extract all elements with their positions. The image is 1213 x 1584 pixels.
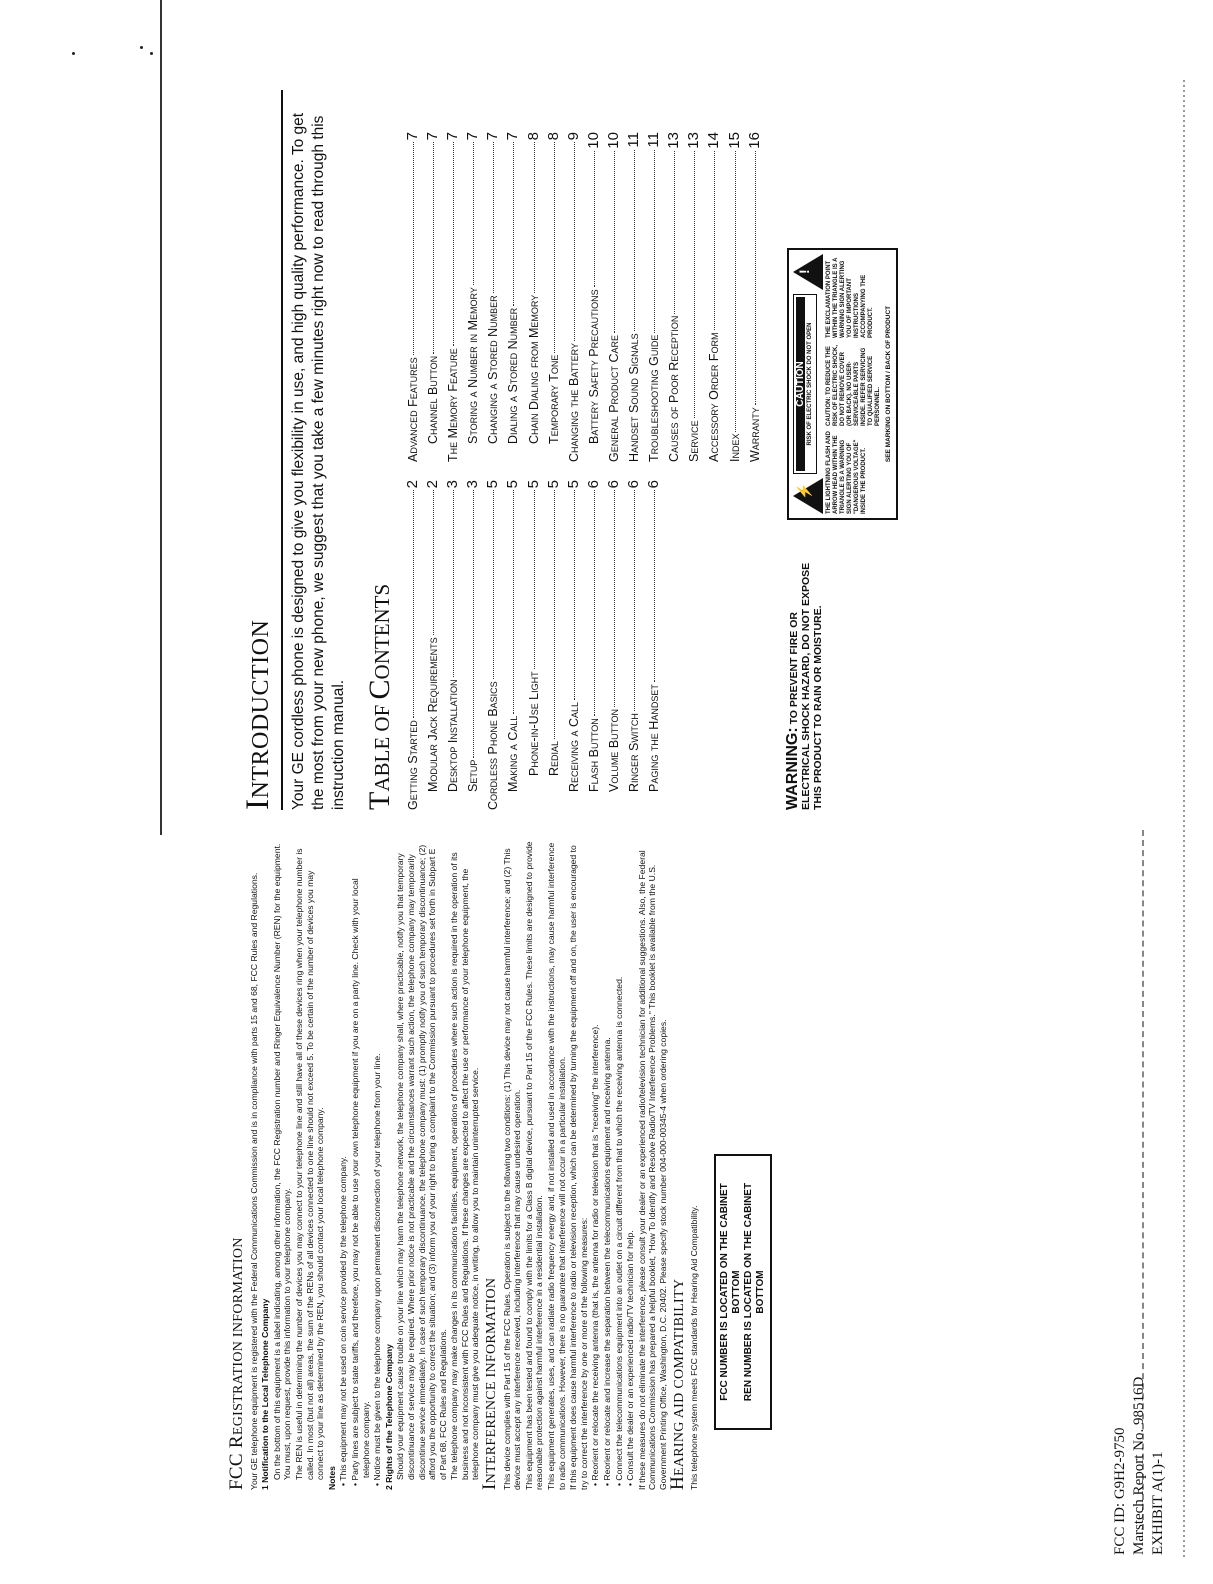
introduction-heading: INTRODUCTION: [240, 90, 283, 810]
toc-entry-page: 10: [604, 132, 622, 149]
toc-entry: [604, 132, 624, 462]
fcc-information-page: [228, 840, 772, 1490]
toc-leader-dots: [654, 150, 655, 333]
toc-entry-page: 5: [524, 480, 542, 489]
toc-entry-page: 5: [544, 480, 562, 489]
report-number: Marstech Report No. 98516D: [1131, 1376, 1147, 1555]
toc-leader-dots: [594, 490, 595, 716]
hearing-aid-text: This telephone system meets FCC standards for Hearing Aid Compatibility.: [689, 1205, 700, 1490]
notes-heading: Notes: [326, 1466, 337, 1490]
toc-leader-dots: [413, 490, 414, 718]
toc-leader-dots: [614, 151, 615, 333]
toc-leader-dots: [714, 151, 715, 331]
toc-entry: [403, 132, 423, 462]
toc-leader-dots: [493, 490, 494, 679]
toc-entry-title: Ringer Switch: [627, 713, 642, 792]
rights-paragraph: Should your equipment cause trouble on your line which may harm the telephone network, the telephone company shall, where practicable, notify you that temporary discontinuance of service may be required. Where prior notice is not practicable and the circumstances warrant such action, the telephone company may temporarily discontinue service immediately. In case of such temporary discontinuance, the telephone company must: (1) promptly notify you of such temporary discontinuance; (2) afford you the opportunity to correct the situation; and (3) inform you of your right to bring a complaint to the Commission pursuant to procedures set forth in Subpart E of Part 68, FCC Rules and Regulations.: [395, 844, 448, 1480]
toc-entry-title: Changing a Stored Number: [486, 295, 501, 444]
measure-item: • Reorient or relocate and increase the separation between the telecommunications equipment and receiving antenna.: [602, 1037, 612, 1486]
toc-column-right: [403, 132, 765, 462]
rotated-manual-spread: [0, 50, 1213, 1550]
toc-entry-title: Dialing a Stored Number: [506, 307, 521, 444]
rights-heading: 2 Rights of the Telephone Company: [383, 1344, 394, 1490]
toc-leader-dots: [433, 490, 434, 635]
toc-entry: [684, 132, 704, 462]
toc-entry-title: Changing the Battery: [566, 343, 581, 462]
note-item: • This equipment may not be used on coin service provided by the telephone company.: [338, 1156, 349, 1486]
toc-leader-dots: [453, 490, 454, 677]
toc-leader-dots: [694, 151, 695, 419]
toc-leader-dots: [473, 490, 474, 757]
toc-leader-dots: [574, 142, 575, 341]
caution-center: [793, 294, 817, 474]
scan-speck: [140, 46, 143, 49]
toc-entry-page: 2: [404, 480, 421, 489]
toc-leader-dots: [735, 151, 736, 432]
toc-entry-page: 13: [685, 132, 703, 149]
toc-entry-page: 5: [504, 480, 522, 489]
toc-entry-title: Paging the Handset: [647, 684, 662, 792]
caution-subtitle: RISK OF ELECTRIC SHOCK DO NOT OPEN: [806, 322, 813, 446]
toc-entry: [564, 132, 584, 462]
toc-entry: [544, 480, 564, 810]
toc-entry-title: Making a Call: [506, 715, 521, 792]
toc-entry: [664, 132, 684, 462]
caution-footer: SEE MARKING ON BOTTOM / BACK OF PRODUCT: [884, 305, 892, 463]
toc-entry: [564, 480, 584, 810]
rights-paragraph: The telephone company may make changes in its communications facilities, equipment, operations of procedures where such action is required in the operation of its business and not inconsistent with FCC Rules and Regulations. If these changes are expected to affect the use or performance of your telephone equipment, the telephone company must give you adequate notice, in writing, to allow you to maintain uninterrupted service.: [449, 852, 481, 1480]
toc-entry: [463, 132, 483, 462]
toc-entry-page: 6: [584, 480, 602, 489]
toc-entry: [503, 480, 523, 810]
toc-leader-dots: [413, 142, 414, 355]
hearing-aid-heading: HEARING AID COMPATIBILITY: [666, 1278, 688, 1490]
caution-right-text: THE EXCLAMATION POINT WITHIN THE TRIANGLE IS A WARNING SIGN ALERTING YOU OF IMPORTANT INSTRUCTIONS ACCOMPANYING THE PRODUCT.: [825, 257, 874, 338]
toc-entry: [725, 132, 745, 462]
toc-entry-page: 7: [404, 132, 421, 141]
toc-entry-title: Battery Safety Precautions: [586, 289, 601, 444]
toc-entry-page: 7: [444, 132, 462, 141]
toc-leader-dots: [554, 490, 555, 739]
toc-entry-title: Troubleshooting Guide: [647, 334, 662, 462]
toc-leader-dots: [493, 142, 494, 293]
toc-leader-dots: [473, 142, 474, 285]
toc-entry-title: Cordless Phone Basics: [486, 681, 501, 810]
notification-heading: 1 Notification to the Local Telephone Company: [260, 1298, 271, 1490]
toc-leader-dots: [654, 490, 655, 682]
toc-heading: TABLE OF CONTENTS: [363, 583, 396, 810]
toc-entry-title: Receiving a Call: [566, 701, 581, 792]
toc-entry-page: 6: [625, 480, 643, 489]
toc-entry: [524, 480, 544, 810]
lightning-triangle-icon: ⚡: [793, 478, 823, 514]
toc-entry: [503, 132, 523, 462]
interference-paragraph: This equipment has been tested and found to comply with the limits for a Class B digital device, pursuant to Part 15 of the FCC Rules. These limits are designed to provide reasonable protection against harmful interference in a residential installation.: [523, 841, 545, 1490]
toc-entry-page: 7: [424, 132, 442, 141]
toc-entry: [624, 480, 644, 810]
toc-entry: [524, 132, 544, 462]
toc-leader-dots: [614, 490, 615, 707]
fcc-id: FCC ID: G9H2-9750: [1112, 1427, 1128, 1555]
toc-entry-title: Service: [687, 420, 702, 462]
interference-paragraph: If these measures do not eliminate the interference, please consult your dealer or an experienced radio/television technician for additional suggestions. Also, the Federal Communications Commission has prepared a helpful booklet, "How To Identify and Resolve Radio/TV Interference Problems." This booklet is available from the U.S. Government Printing Office, Washington, D.C. 20402. Please specify stock number 004-000-00345-4 when ordering copies.: [636, 850, 668, 1490]
introduction-page: [240, 90, 898, 810]
toc-entry-page: 13: [665, 132, 683, 149]
toc-leader-dots: [433, 142, 434, 353]
warning-area: [783, 90, 898, 810]
toc-entry-title: Getting Started: [406, 720, 420, 810]
toc-leader-dots: [534, 142, 535, 292]
caution-title: CAUTION: [796, 297, 805, 471]
toc-leader-dots: [755, 151, 756, 406]
toc-leader-dots: [453, 142, 454, 346]
toc-column-left: [403, 480, 765, 810]
toc-entry-title: Setup: [466, 759, 481, 792]
toc-entry: [443, 480, 463, 810]
toc-entry-title: Chain Dialing from Memory: [526, 294, 541, 444]
toc-entry-page: 8: [524, 132, 542, 141]
caution-left-text: THE LIGHTNING FLASH AND ARROW HEAD WITHIN THE TRIANGLE IS A WARNING SIGN ALERTING YOU OF "DANGEROUS VOLTAGE" INSIDE THE PRODUCT.: [825, 431, 867, 514]
document-footer: [1111, 1255, 1168, 1555]
interference-paragraph: This equipment generates, uses, and can radiate radio frequency energy and, if not installed and used in accordance with the instructions, may cause harmful interference to radio communications. However, there is no guarantee that interference will not occur in a particular installation.: [546, 842, 567, 1490]
toc-entry-page: 3: [464, 480, 482, 489]
measure-item: • Consult the dealer or an experienced radio/TV technician for help.: [625, 1230, 636, 1486]
toc-entry-title: Flash Button: [586, 718, 601, 792]
fcc-number-line: FCC NUMBER IS LOCATED ON THE CABINET BOTTOM: [718, 1183, 742, 1401]
toc-entry: [624, 132, 644, 462]
interference-paragraph: If this equipment does cause harmful interference to radio or television reception, which can be determined by turning the equipment off and on, the user is encouraged to try to correct the interference by one or more of the following measures:: [568, 845, 589, 1490]
toc-leader-dots: [534, 490, 535, 669]
caution-middle-text: CAUTION: TO REDUCE THE RISK OF ELECTRIC SHOCK, DO NOT REMOVE COVER (OR BACK). NO USER-SERVICEABLE PARTS INSIDE. REFER SERVICING TO QUALIFIED SERVICE PERSONNEL.: [825, 344, 881, 426]
toc-entry: [463, 480, 483, 810]
toc-entry: [644, 132, 664, 462]
toc-entry-page: 16: [745, 132, 763, 149]
toc-entry-page: 6: [604, 480, 622, 489]
toc-entry: [604, 480, 624, 810]
toc-entry-page: 14: [705, 132, 723, 149]
toc-entry: [483, 132, 503, 462]
exclamation-triangle-icon: !: [793, 254, 823, 290]
fcc-ren-box: [714, 1154, 772, 1430]
toc-entry-page: 6: [645, 480, 663, 489]
exhibit-label: EXHIBIT A(1)-1: [1150, 1451, 1166, 1555]
fcc-intro: Your GE telephone equipment is registered with the Federal Communications Commission and is in compliance with parts 15 and 68, FCC Rules and Regulations.: [248, 872, 259, 1490]
toc-entry: [584, 132, 604, 462]
toc-entry-title: General Product Care: [606, 334, 621, 462]
warning-label: WARNING:: [783, 727, 801, 810]
toc-leader-dots: [634, 150, 635, 332]
interference-heading: INTERFERENCE INFORMATION: [479, 1277, 501, 1490]
toc-entry: [403, 480, 423, 810]
toc-entry-page: 10: [584, 132, 602, 149]
toc-entry-title: Index: [727, 433, 742, 462]
toc-entry-title: Accessory Order Form: [707, 332, 722, 462]
ren-paragraph: The REN is useful in determining the number of devices you may connect to your telephone line and still have all of these devices ring when your telephone number is called. In most (but not all) areas, the sum of the RENs of all devices connected to one line should not exceed 5. To be certain of the number of devices you may connect to your line as determined by the REN, you should contact your local telephone company.: [293, 848, 326, 1480]
toc-entry-title: Handset Sound Signals: [627, 333, 642, 462]
toc-entry-page: 7: [504, 132, 522, 141]
note-item: • Notice must be given to the telephone company upon permanent disconnection of your telephone from your line.: [372, 1053, 383, 1486]
toc-entry: [443, 132, 463, 462]
toc-entry: [704, 132, 724, 462]
caution-label-box: [787, 248, 898, 520]
interference-paragraph: This device complies with Part 15 of the FCC Rules. Operation is subject to the following two conditions: (1) This device may not cause harmful interference; and (2) This device must accept any interference received, including interference that may cause undesired operation.: [501, 848, 523, 1490]
toc-entry: [483, 480, 503, 810]
toc-columns: [403, 90, 765, 810]
toc-entry-page: 8: [544, 132, 562, 141]
toc-leader-dots: [594, 151, 595, 288]
toc-leader-dots: [513, 142, 514, 305]
note-item: • Party lines are subject to state tariffs, and therefore, you may not be able to use your own telephone equipment if you are on a party line. Check with your local telephone company.: [349, 878, 371, 1486]
toc-entry-page: 7: [464, 132, 482, 141]
toc-entry-title: Warranty: [747, 407, 762, 462]
toc-leader-dots: [674, 151, 675, 314]
measure-item: • Connect the telecommunications equipment into an outlet on a circuit different from that to which the receiving antenna is connected.: [613, 976, 624, 1486]
toc-entry-page: 3: [444, 480, 462, 489]
toc-entry-title: Redial: [546, 740, 561, 776]
toc-entry: [423, 480, 443, 810]
toc-leader-dots: [574, 490, 575, 700]
notification-paragraph: On the bottom of this equipment is a label indicating, among other information, the FCC Registration number and Ringer Equivalence Number (REN) for the equipment. You must, upon request, provide this information to your telephone company.: [271, 843, 293, 1480]
toc-entry-title: The Memory Feature: [446, 348, 461, 462]
ren-number-line: REN NUMBER IS LOCATED ON THE CABINET BOTTOM: [742, 1182, 766, 1402]
toc-entry-page: 5: [564, 480, 582, 489]
toc-entry: [584, 480, 604, 810]
toc-entry-page: 5: [484, 480, 502, 489]
toc-entry: [745, 132, 765, 462]
toc-leader-dots: [513, 490, 514, 713]
toc-entry-page: 9: [564, 132, 582, 141]
toc-entry: [423, 132, 443, 462]
toc-entry-title: Temporary Tone: [546, 354, 561, 444]
toc-entry-page: 11: [625, 132, 643, 148]
toc-entry-title: Desktop Installation: [446, 679, 461, 792]
toc-entry-title: Causes of Poor Reception: [667, 315, 682, 462]
toc-entry-page: 2: [424, 480, 442, 489]
toc-leader-dots: [634, 490, 635, 711]
toc-entry-page: 7: [484, 132, 502, 141]
toc-entry-page: 15: [725, 132, 743, 149]
measure-item: • Reorient or relocate the receiving antenna (that is, the antenna for radio or television that is "receiving" the interference).: [590, 1024, 601, 1486]
toc-entry-title: Storing a Number in Memory: [466, 287, 481, 444]
toc-entry-page: 11: [645, 132, 663, 148]
toc-entry: [644, 480, 664, 810]
introduction-body: Your GE cordless phone is designed to give you flexibility in use, and high quality performance. To get the most from your new phone, we suggest that you take a few minutes right now to read through this instruction manual.: [290, 112, 347, 810]
toc-entry-title: Volume Button: [606, 709, 621, 792]
toc-entry-title: Modular Jack Requirements: [426, 637, 441, 792]
page-fold-line: [160, 0, 162, 835]
toc-entry-title: Phone-in-Use Light: [526, 671, 541, 776]
toc-leader-dots: [554, 142, 555, 352]
toc-entry-title: Advanced Features: [406, 357, 420, 462]
fcc-registration-heading: FCC REGISTRATION INFORMATION: [226, 1237, 247, 1490]
toc-entry-title: Channel Button: [426, 355, 441, 444]
toc-entry: [544, 132, 564, 462]
warning-notice: [783, 550, 824, 810]
warning-text: TO PREVENT FIRE OR ELECTRICAL SHOCK HAZARD, DO NOT EXPOSE THIS PRODUCT TO RAIN OR MOISTURE.: [787, 562, 824, 810]
